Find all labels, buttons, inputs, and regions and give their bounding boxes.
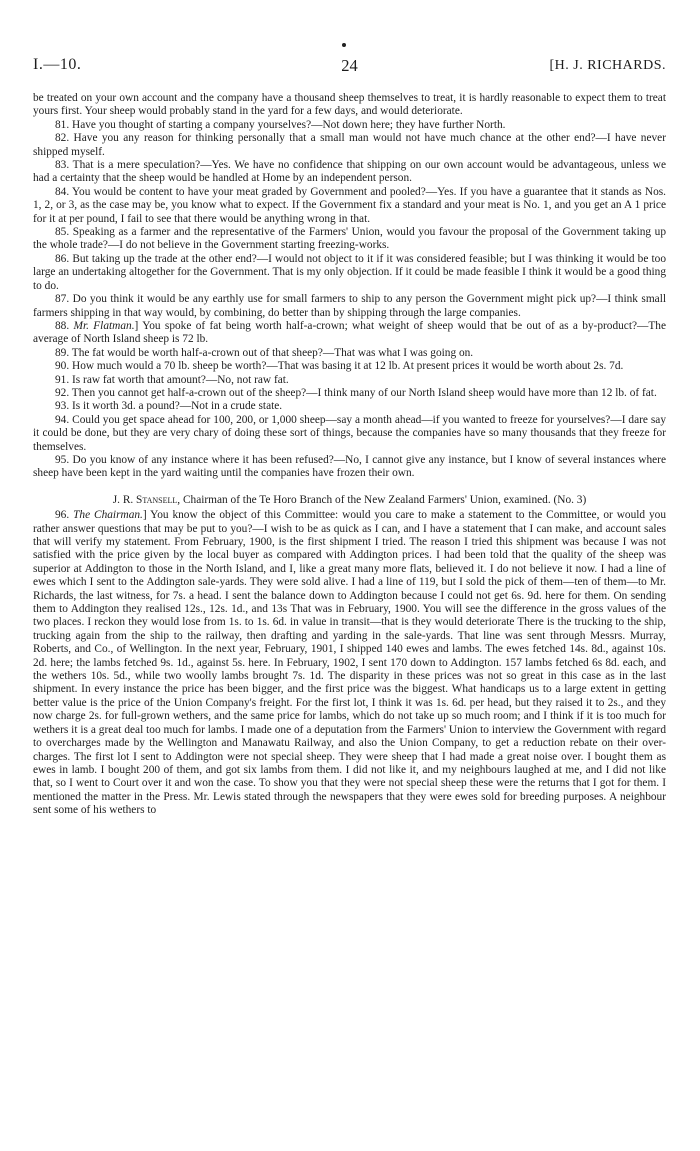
document-body [33,92,666,818]
question-number: 96. [55,509,74,522]
question-95: 95. Do you know of any instance where it has been refused?—No, I cannot give any instance, but I know of several instances where sheep have been kept in the yard waiting until the companies have frozen their own. [33,453,666,480]
question-85: 85. Speaking as a farmer and the representative of the Farmers' Union, would you favour the proposal of the Government taking up the whole trade?—I do not believe in the Government starting freezing-works. [33,226,666,252]
page-number: 24 [341,56,358,75]
question-82: 82. Have you any reason for thinking personally that a small man would not have much chance at the other end?—I have never shipped myself. [33,132,666,158]
question-81: 81. Have you thought of starting a company yourselves?—Not down here; they have further North. [55,118,506,131]
witness-heading [33,494,666,507]
questioner-name: The Chairman. [73,509,143,522]
page-header [33,56,666,78]
questioner-name: Mr. Flatman. [73,319,135,332]
question-92: 92. Then you cannot get half-a-crown out of the sheep?—I think many of our North Island sheep would have more than 12 lb. of fat. [55,386,657,399]
question-88 [33,320,666,347]
question-86: 86. But taking up the trade at the other end?—I would not object to it if it was considered feasible; but I was thinking it would be too large an undertaking altogether for the Government. That is my only objection. If it could be made feasible I think it would be a good thing to do. [33,252,666,292]
paragraph-continuation: be treated on your own account and the company have a thousand sheep themselves to treat, it is hardly reasonable to expect them to treat yours first. Your sheep would probably stand in the yard for a few days, and would deteriorate. [33,92,666,118]
question-number: 88. [55,319,74,332]
question-91: 91. Is raw fat worth that amount?—No, not raw fat. [55,373,289,386]
document-reference: I.—10. [33,56,82,73]
question-text: ] You know the object of this Committee: would you care to make a statement to the Committee, or would you rather answer questions that may be put to you?—I wish to be as quick as I can, and I have a statement that I can make, and account sales that will verify my statement. From February, 1900, is the first shipment I tried. The reason I tried this shipment was because I was not satisfied with the price given by the local buyer as compared with Addington prices. I had been told that the quality of the sheep was superior at Addington to those in the North Island, and I, like a great many more flats, believed it. I do not believe it now. I had a line of ewes which I sent to the Addington sale-yards. They were sold alive. I had a line of 119, but I sold the pick of them—ten of them—to Mr. Richards, the last witness, for 7s. a head. I sent the balance down to Addington because I could not get 6s. 9d. here for them. On sending them to Addington they realised 12s., 12s. 1d., and 13s That was in February, 1900. You will see the difference in the gross values of the two places. I reckon they would lose from 1s. to 1s. 6d. in value in transit—that is they would deteriorate There is the trucking to the ship, trucking again from the ship to the railway, then drafting and yarding in the sale-yards. That line was sent through Messrs. Murray, Roberts, and Co., of Wellington. In the next year, February, 1901, I shipped 140 ewes and lambs. The ewes fetched 14s. 8d., against 10s. 2d. here; the lambs fetched 9s. 1d., against 5s. here. In February, 1902, I sent 170 down to Addington. 157 lambs fetched 6s 8d. each, and the wethers 10s. 5d., while two woolly lambs brought 7s. 1d. The disparity in these prices was not so great in this case as in the last shipment. In every instance the price has been bigger, and the first price was the biggest. What handicaps us to a large extent in getting better value is the price of the Union Company's freight. For the first lot, I think it was 1s. 6d. per head, but they raised it to 2s., and they now charge 2s. for full-grown wethers, and the same price for lambs, which do not take up so much room; and I think if it is too much for wethers it is a great deal too much for lambs. I made one of a deputation from the Farmers' Union to interview the Government with regard to overcharges made by the Wellington and Manawatu Railway, and also the Union Company, to get a reduction rebate on their over-charges. The first lot I sent to Addington were not special sheep. They were sheep that I had made a great noise over. I bought them as ewes in lamb. I bought 200 of them, and got six lambs from them. I did not like it, and my neighbours laughed at me, and I did not like that, so I went to Court over it and won the case. To show you that they were not special sheep these were the returns that I got for them. I mentioned the matter in the Press. Mr. Lewis stated through the newspapers that they were ewes sold for breeding purposes. A neighbour sent some of his wethers to [33,509,666,817]
page-mark [342,43,346,47]
witness-heading-name: J. R. Stansell [112,493,178,506]
question-84: 84. You would be content to have your meat graded by Government and pooled?—Yes. If you have a guarantee that it stands as Nos. 1, 2, or 3, as the case may be, you know what to expect. If the Government fix a standard and your meat is No. 1, and you get an A 1 price for it at per pound, I fail to see that there would be anything wrong in that. [33,185,666,225]
question-90: 90. How much would a 70 lb. sheep be worth?—That was basing it at 12 lb. At present prices it would be worth about 2s. 7d. [55,360,624,373]
question-87: 87. Do you think it would be any earthly use for small farmers to ship to any person the Government might pick up?—I think small farmers shipping in that way would, by combining, do better than by shipping through the large companies. [33,293,666,319]
question-96 [33,509,666,817]
question-89: 89. The fat would be worth half-a-crown out of that sheep?—That was what I was going on. [55,346,474,359]
witness-name: [H. J. RICHARDS. [549,58,666,73]
witness-heading-text: , Chairman of the Te Horo Branch of the New Zealand Farmers' Union, examined. (No. 3) [177,493,587,506]
question-93: 93. Is it worth 3d. a pound?—Not in a crude state. [55,400,283,413]
question-text: ] You spoke of fat being worth half-a-crown; what weight of sheep would that be out of as a by-product?—The average of North Island sheep is 72 lb. [33,319,666,346]
question-83: 83. That is a mere speculation?—Yes. We have no confidence that shipping on our own account would be advantageous, unless we had a certainty that the sheep would be handled at Home by an independent person. [33,159,666,185]
question-94: 94. Could you get space ahead for 100, 200, or 1,000 sheep—say a month ahead—if you wanted to freeze for yourselves?—I dare say it could be done, but they are very chary of doing these sort of things, because the companies have so many thousands that they freeze for themselves. [33,413,666,453]
